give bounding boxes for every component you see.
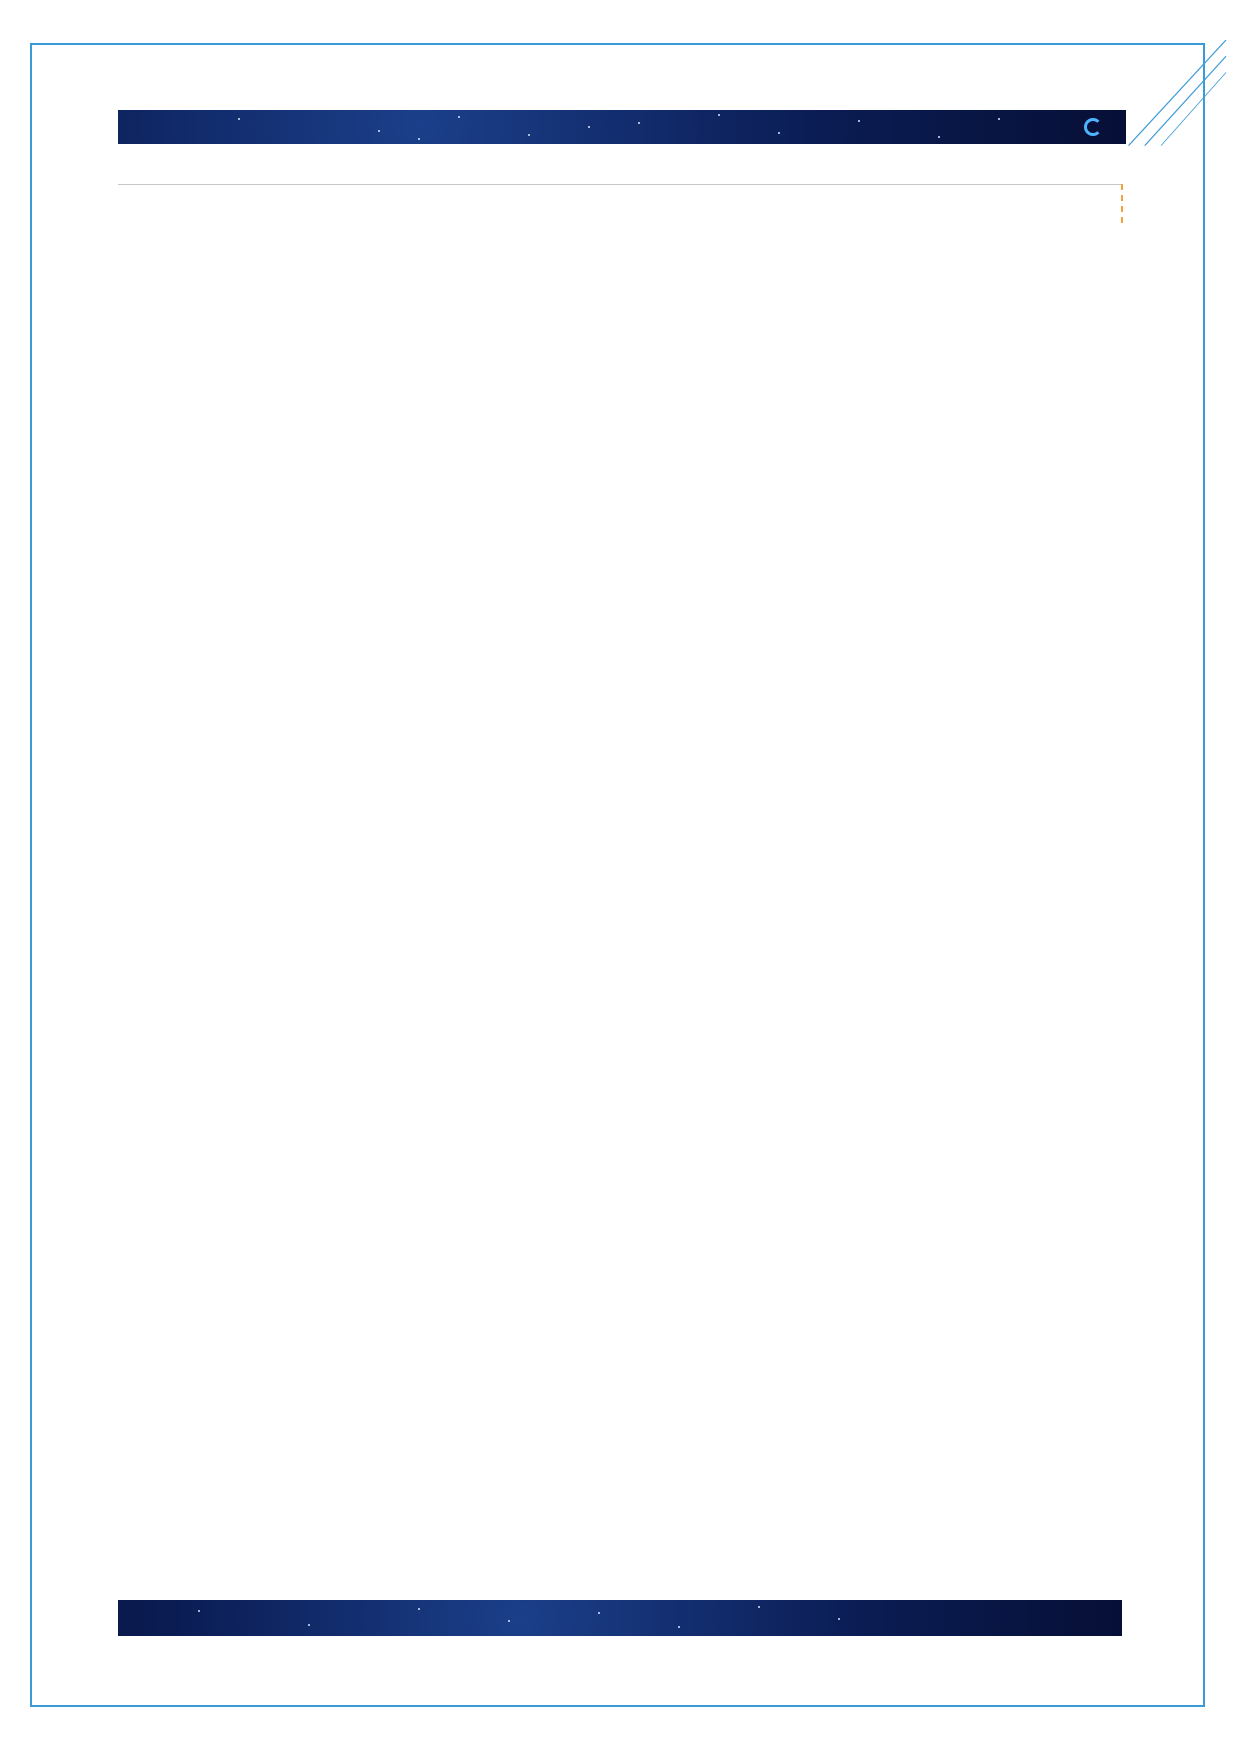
source-label <box>887 185 1122 223</box>
company-logo <box>1084 116 1108 138</box>
pcr-table <box>118 184 1123 223</box>
time-label <box>496 185 593 223</box>
table-title <box>118 185 496 223</box>
footer-banner <box>118 1600 1122 1636</box>
page-frame <box>30 43 1205 1707</box>
pcr-table-container <box>118 184 1122 223</box>
corner-decoration-icon <box>1081 40 1241 170</box>
header-banner <box>118 110 1126 144</box>
time-value <box>593 185 887 223</box>
table-title-row <box>118 185 1122 223</box>
logo-icon <box>1084 118 1102 136</box>
